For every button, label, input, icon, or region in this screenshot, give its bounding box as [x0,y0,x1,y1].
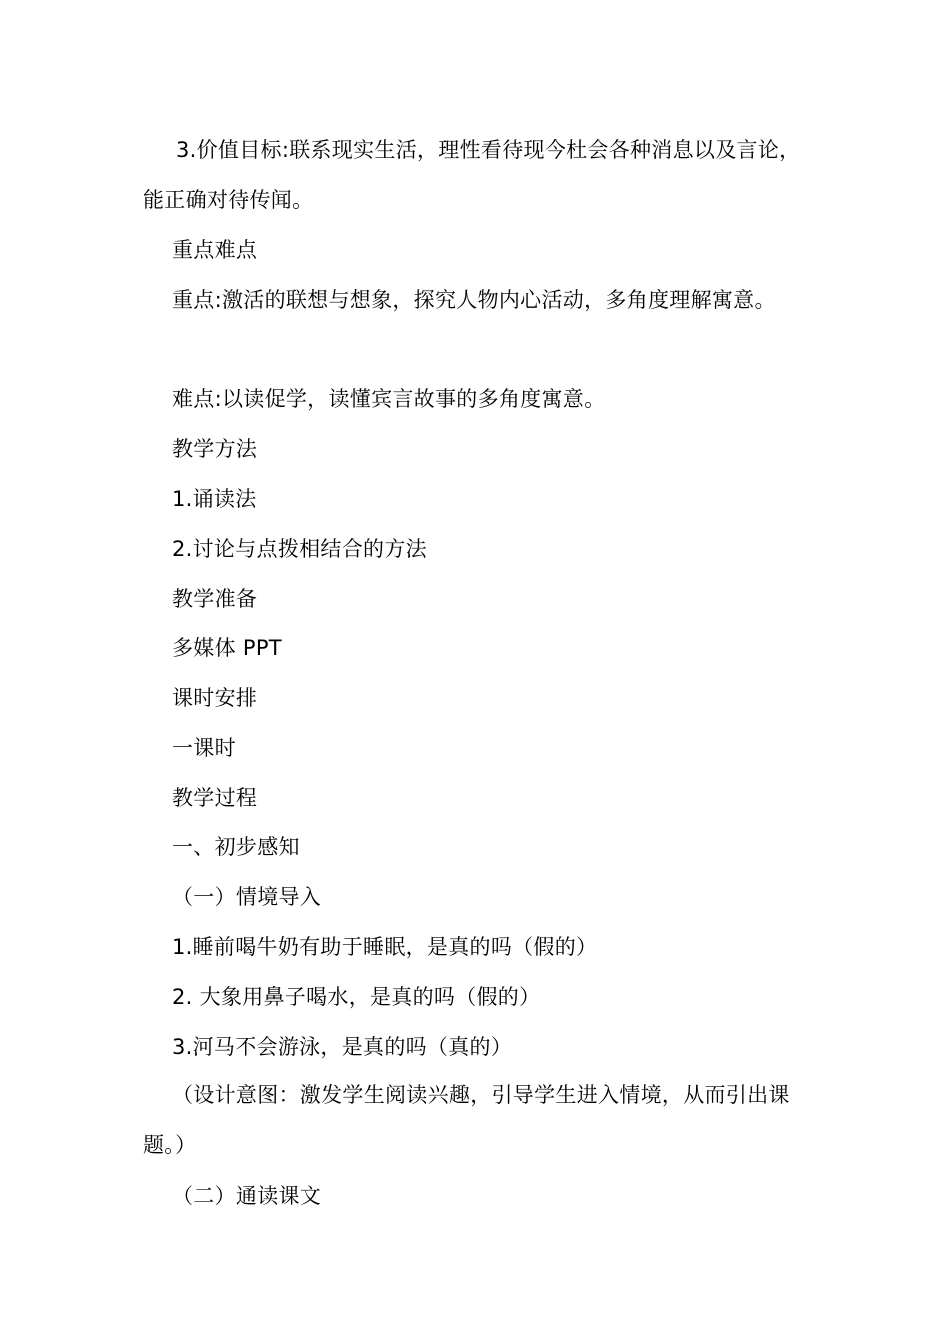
question-1: 1.睡前喝牛奶有助于睡眠，是真的吗（假的） [172,935,598,959]
key-point-paragraph: 重点:激活的联想与想象，探究人物内心活动，多角度理解寓意。 [172,288,776,312]
heading-teaching-preparation: 教学准备 [172,587,258,611]
method-item-1: 1.诵读法 [172,487,257,511]
difficult-point-paragraph: 难点:以读促学，读懂宾言故事的多角度寓意。 [172,387,606,411]
question-2: 2. 大象用鼻子喝水，是真的吗（假的） [172,985,541,1009]
section-1-heading: 一、初步感知 [172,835,300,859]
preparation-text: 多媒体 PPT [172,636,282,660]
heading-key-difficult-points: 重点难点 [172,238,258,262]
heading-class-schedule: 课时安排 [172,686,258,710]
subsection-1-heading: （一）情境导入 [172,885,322,909]
method-item-2: 2.讨论与点拨相结合的方法 [172,537,427,561]
schedule-text: 一课时 [172,736,236,760]
design-intent-paragraph: （设计意图：激发学生阅读兴趣，引导学生进入情境，从而引出课题。） [143,1083,790,1157]
question-3: 3.河马不会游泳，是真的吗（真的） [172,1035,513,1059]
heading-teaching-methods: 教学方法 [172,437,258,461]
heading-teaching-process: 教学过程 [172,786,258,810]
value-goal-paragraph: 3.价值目标:联系现实生活，理性看待现今杜会各种消息以及言论，能正确对待传闻。 [143,138,801,212]
subsection-2-heading: （二）通读课文 [172,1184,322,1208]
